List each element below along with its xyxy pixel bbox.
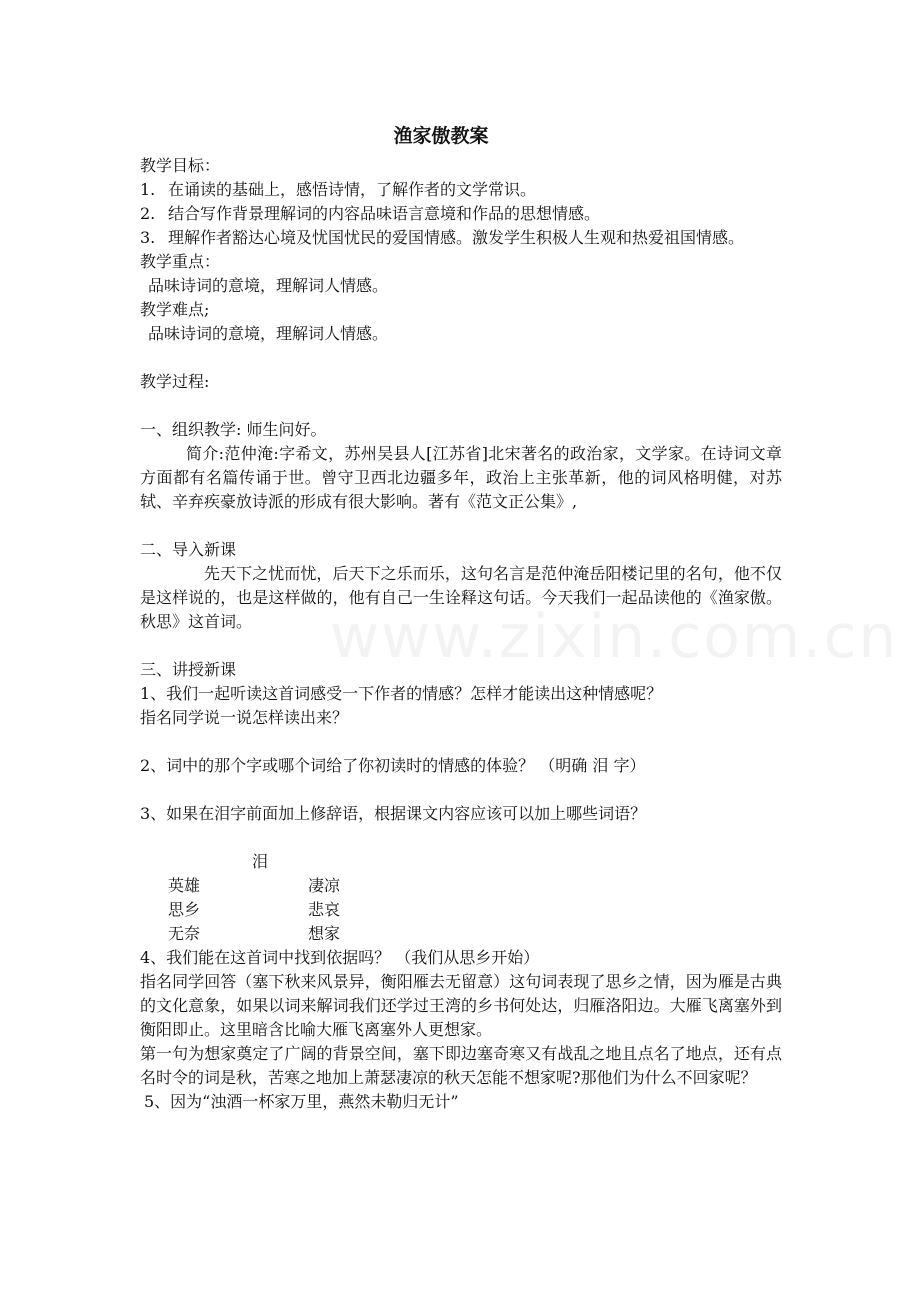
goal-text: 结合写作背景理解词的内容品味语言意境和作品的思想情感。 [168,204,601,223]
question-4: 4、我们能在这首词中找到依据吗？ （我们从思乡开始） [140,948,540,967]
goal-number: 2. [140,204,156,223]
key-point-text: 品味诗词的意境，理解词人情感。 [148,276,389,295]
center-word: 泪 [252,852,269,871]
section1-heading: 一、组织教学: 师生问好。 [140,420,327,439]
question-5: 5、因为“浊酒一杯家万里，燕然未勒归无计” [144,1092,459,1111]
left-word: 思乡 [168,900,201,919]
word-grid [140,850,782,946]
watermark: www.zixin.com.cn [330,602,899,672]
goal-number: 1. [140,180,156,199]
goal-item-2 [140,202,782,226]
blank-line [140,514,782,538]
lesson-intro: 先天下之忧而忧，后天下之乐而乐，这句名言是范仲淹岳阳楼记里的名句，他不仅是这样说的，也是这样做的，他有自己一生诠释这句话。今天我们一起品读他的《渔家傲。秋思》这首词。 [140,564,782,631]
goal-number: 3. [140,228,156,247]
blank-line [140,826,782,850]
goal-text: 理解作者豁达心境及忧国忧民的爱国情感。激发学生积极人生观和热爱祖国情感。 [168,228,745,247]
goal-item-3 [140,226,782,250]
question-3: 3、如果在泪字前面加上修辞语，根据课文内容应该可以加上哪些词语？ [140,804,647,823]
blank-line [140,634,782,658]
question-4-discussion: 第一句为想家奠定了广阔的背景空间，塞下即边塞奇寒又有战乱之地且点名了地点，还有点名时令的词是秋，苦寒之地加上萧瑟凄凉的秋天怎能不想家呢?那他们为什么不回家呢？ [140,1044,782,1087]
key-point-heading: 教学重点： [140,252,221,271]
blank-line [140,394,782,418]
right-word: 想家 [308,924,341,943]
blank-line [140,346,782,370]
blank-line [140,778,782,802]
process-heading: 教学过程: [140,372,210,391]
question-1: 1、我们一起听读这首词感受一下作者的情感？怎样才能读出这种情感呢？ [140,684,663,703]
section2-heading: 二、导入新课 [140,540,237,559]
right-word: 凄凉 [308,876,341,895]
goal-item-1 [140,178,782,202]
section3-heading: 三、讲授新课 [140,660,237,679]
question-2: 2、词中的那个字或哪个词给了你初读时的情感的体验？ （明确 泪 字） [140,756,646,775]
blank-line [140,730,782,754]
goals-heading: 教学目标： [140,156,221,175]
goal-text: 在诵读的基础上，感悟诗情，了解作者的文学常识。 [168,180,537,199]
author-intro: 简介:范仲淹:字希文，苏州吴县人[江苏省]北宋著名的政治家，文学家。在诗词文章方面都有名篇传诵于世。曾守卫西北边疆多年，政治上主张革新，他的词风格明健，对苏轼、辛弃疾豪放诗派的形成有很大影响。著有《范文正公集》, [140,444,782,511]
left-word: 英雄 [168,876,201,895]
difficulty-text: 品味诗词的意境，理解词人情感。 [148,324,389,343]
left-word: 无奈 [168,924,201,943]
question-1-followup: 指名同学说一说怎样读出来？ [140,708,349,727]
document-title: 渔家傲教案 [393,125,489,147]
difficulty-heading: 教学难点; [140,300,210,319]
question-4-answer: 指名同学回答（塞下秋来风景异，衡阳雁去无留意）这句词表现了思乡之情，因为雁是古典的文化意象，如果以词来解词我们还学过王湾的乡书何处达，归雁洛阳边。大雁飞离塞外到衡阳即止。这里暗含比喻大雁飞离塞外人更想家。 [140,972,782,1039]
document-page [140,118,782,1114]
right-word: 悲哀 [308,900,341,919]
